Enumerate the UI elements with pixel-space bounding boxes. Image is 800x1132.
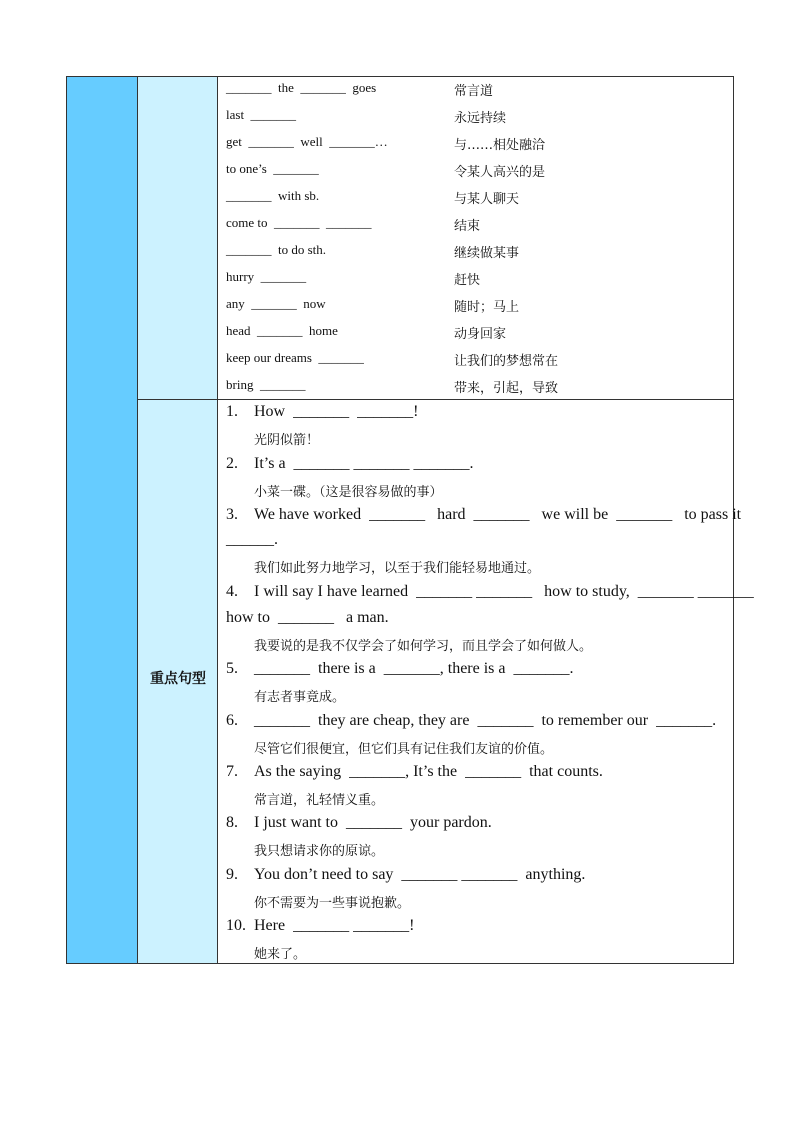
phrase-chinese: 令某人高兴的是 bbox=[454, 165, 546, 180]
sentence-chinese: 我只想请求你的原谅。 bbox=[254, 844, 385, 859]
sentence-number: 2. bbox=[226, 455, 238, 472]
phrase-row bbox=[226, 242, 726, 264]
phrase-row bbox=[226, 161, 726, 183]
section-label-column bbox=[138, 77, 218, 963]
phrase-chinese: 永远持续 bbox=[454, 111, 507, 126]
sentence-chinese: 她来了。 bbox=[254, 947, 307, 962]
sentence-chinese: 有志者事竟成。 bbox=[254, 690, 346, 705]
phrase-row bbox=[226, 80, 726, 102]
phrase-english: get _______ well _______… bbox=[226, 134, 388, 149]
phrase-english: _______ the _______ goes bbox=[226, 80, 377, 95]
phrase-row bbox=[226, 134, 726, 156]
sentence-chinese: 你不需要为一些事说抱歉。 bbox=[254, 896, 411, 911]
sentence-number: 6. bbox=[226, 712, 238, 729]
phrase-row bbox=[226, 188, 726, 210]
phrase-row bbox=[226, 107, 726, 129]
phrase-english: _______ to do sth. bbox=[226, 242, 327, 257]
sentence-number: 1. bbox=[226, 403, 238, 420]
phrase-chinese: 与某人聊天 bbox=[454, 192, 520, 207]
sentence-english: _______ there is a _______, there is a _______. bbox=[254, 660, 574, 677]
phrase-english: come to _______ _______ bbox=[226, 215, 372, 230]
section-label-key-sentences: 重点句型 bbox=[150, 671, 206, 687]
sentence-english: We have worked _______ hard _______ we will be _______ to pass it bbox=[254, 506, 742, 523]
phrase-chinese: 结束 bbox=[454, 219, 481, 234]
phrase-english: bring _______ bbox=[226, 377, 306, 392]
phrase-english: last _______ bbox=[226, 107, 297, 122]
sentence-english: As the saying _______, It’s the _______ that counts. bbox=[254, 763, 603, 780]
phrase-english: head _______ home bbox=[226, 323, 338, 338]
sentence-chinese: 我要说的是我不仅学会了如何学习，而且学会了如何做人。 bbox=[254, 639, 593, 654]
sentence-english: Here _______ _______! bbox=[254, 917, 415, 934]
sentence-chinese: 常言道，礼轻情义重。 bbox=[254, 793, 385, 808]
phrase-chinese: 让我们的梦想常在 bbox=[454, 354, 559, 369]
phrase-row bbox=[226, 323, 726, 345]
sentence-english: It’s a _______ _______ _______. bbox=[254, 455, 474, 472]
phrase-chinese: 带来，引起，导致 bbox=[454, 381, 559, 396]
sentence-english: I just want to _______ your pardon. bbox=[254, 814, 492, 831]
sentence-english: You don’t need to say _______ _______ anything. bbox=[254, 866, 586, 883]
phrase-chinese: 动身回家 bbox=[454, 327, 507, 342]
phrase-chinese: 常言道 bbox=[454, 84, 494, 99]
sentence-number: 8. bbox=[226, 814, 238, 831]
phrase-row bbox=[226, 350, 726, 372]
sentence-number: 5. bbox=[226, 660, 238, 677]
phrase-row bbox=[226, 215, 726, 237]
phrase-row bbox=[226, 377, 726, 399]
phrase-chinese: 赶快 bbox=[454, 273, 481, 288]
phrase-row bbox=[226, 269, 726, 291]
sentence-chinese: 尽管它们很便宜，但它们具有记住我们友谊的价值。 bbox=[254, 742, 554, 757]
phrase-english: _______ with sb. bbox=[226, 188, 320, 203]
sentence-english: _______ they are cheap, they are _______ to remember our _______. bbox=[254, 712, 717, 729]
phrase-english: keep our dreams _______ bbox=[226, 350, 364, 365]
phrase-english: hurry _______ bbox=[226, 269, 307, 284]
phrase-chinese: 随时；马上 bbox=[454, 300, 520, 315]
sentence-english-continued: ______. bbox=[226, 531, 278, 548]
sentence-number: 9. bbox=[226, 866, 238, 883]
phrase-english: any _______ now bbox=[226, 296, 326, 311]
sentence-chinese: 我们如此努力地学习，以至于我们能轻易地通过。 bbox=[254, 561, 541, 576]
section-divider bbox=[138, 399, 733, 400]
phrase-row bbox=[226, 296, 726, 318]
phrase-english: to one’s _______ bbox=[226, 161, 319, 176]
sentence-chinese: 光阴似箭！ bbox=[254, 433, 320, 448]
sentence-english-continued: how to _______ a man. bbox=[226, 609, 389, 626]
sentence-number: 4. bbox=[226, 583, 238, 600]
sentence-number: 7. bbox=[226, 763, 238, 780]
sentence-number: 3. bbox=[226, 506, 238, 523]
phrase-chinese: 继续做某事 bbox=[454, 246, 520, 261]
left-accent-column bbox=[67, 77, 138, 963]
worksheet-table bbox=[66, 76, 754, 964]
sentence-english: How _______ _______! bbox=[254, 403, 419, 420]
sentence-chinese: 小菜一碟。（这是很容易做的事） bbox=[254, 485, 443, 500]
sentence-number: 10. bbox=[226, 917, 246, 934]
sentence-english: I will say I have learned _______ _______ how to study, _______ _______ bbox=[254, 583, 754, 600]
phrase-chinese: 与……相处融洽 bbox=[454, 138, 546, 153]
